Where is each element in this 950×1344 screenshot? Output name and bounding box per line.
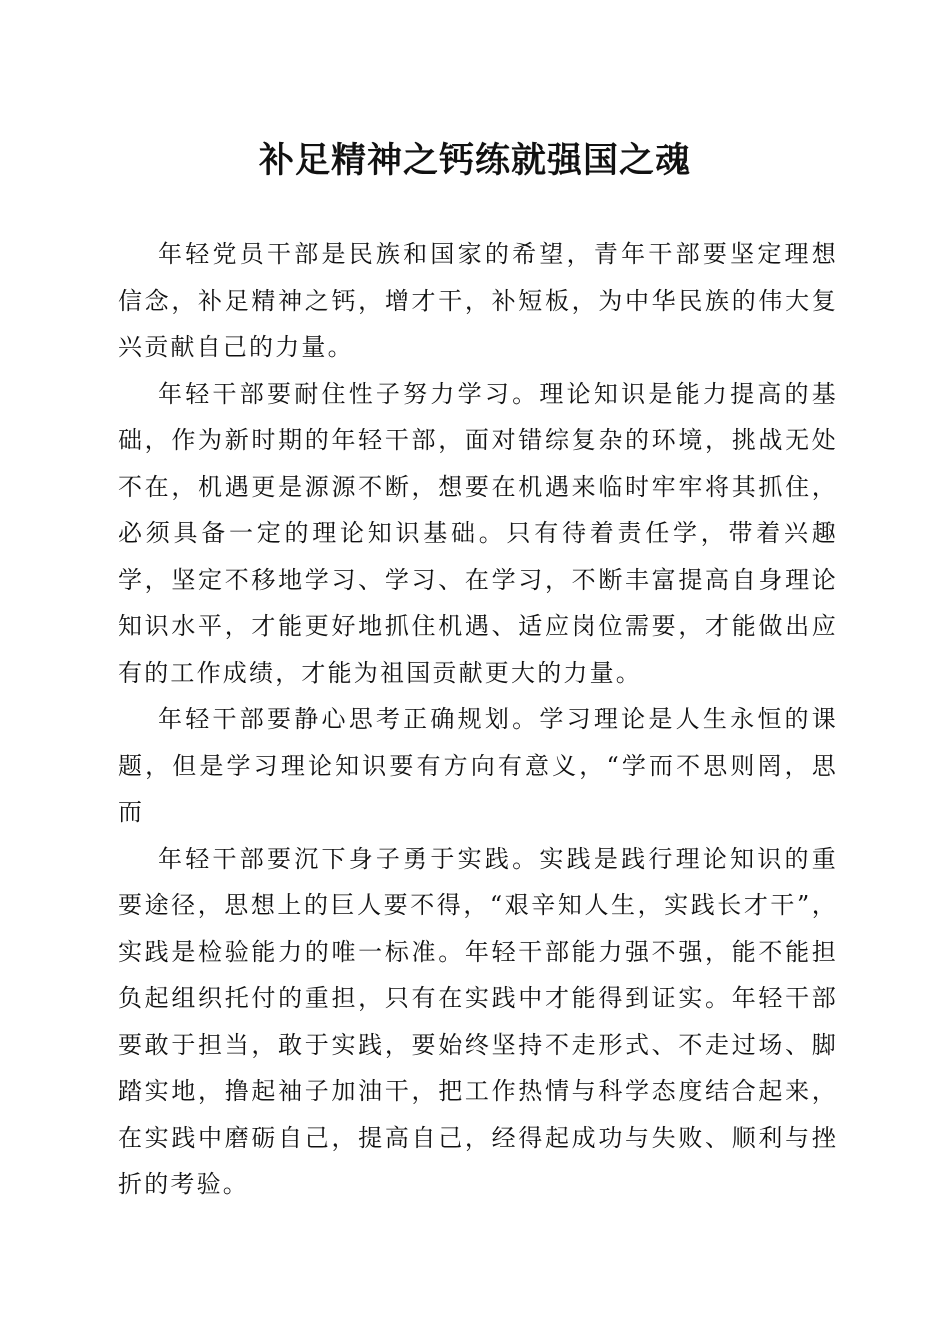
paragraph-planning: 年轻干部要静心思考正确规划。学习理论是人生永恒的课题，但是学习理论知识要有方向有意义，“学而不思则罔，思而: [118, 705, 838, 826]
document-body: [118, 231, 838, 1208]
paragraph-study: 年轻干部要耐住性子努力学习。理论知识是能力提高的基础，作为新时期的年轻干部，面对错综复杂的环境，挑战无处不在，机遇更是源源不断，想要在机遇来临时牢牢将其抓住，必须具备一定的理论知识基础。只有待着责任学，带着兴趣学，坚定不移地学习、学习、在学习，不断丰富提高自身理论知识水平，才能更好地抓住机遇、适应岗位需要，才能做出应有的工作成绩，才能为祖国贡献更大的力量。: [118, 379, 838, 687]
paragraph-intro: 年轻党员干部是民族和国家的希望，青年干部要坚定理想信念，补足精神之钙，增才干，补短板，为中华民族的伟大复兴贡献自己的力量。: [118, 240, 838, 361]
paragraph-practice: 年轻干部要沉下身子勇于实践。实践是践行理论知识的重要途径，思想上的巨人要不得，“艰辛知人生，实践长才干”，实践是检验能力的唯一标准。年轻干部能力强不强，能不能担负起组织托付的重担，只有在实践中才能得到证实。年轻干部要敢于担当，敢于实践，要始终坚持不走形式、不走过场、脚踏实地，撸起袖子加油干，把工作热情与科学态度结合起来，在实践中磨砺自己，提高自己，经得起成功与失败、顺利与挫折的考验。: [118, 844, 838, 1198]
document-title: 补足精神之钙练就强国之魂: [258, 140, 691, 181]
